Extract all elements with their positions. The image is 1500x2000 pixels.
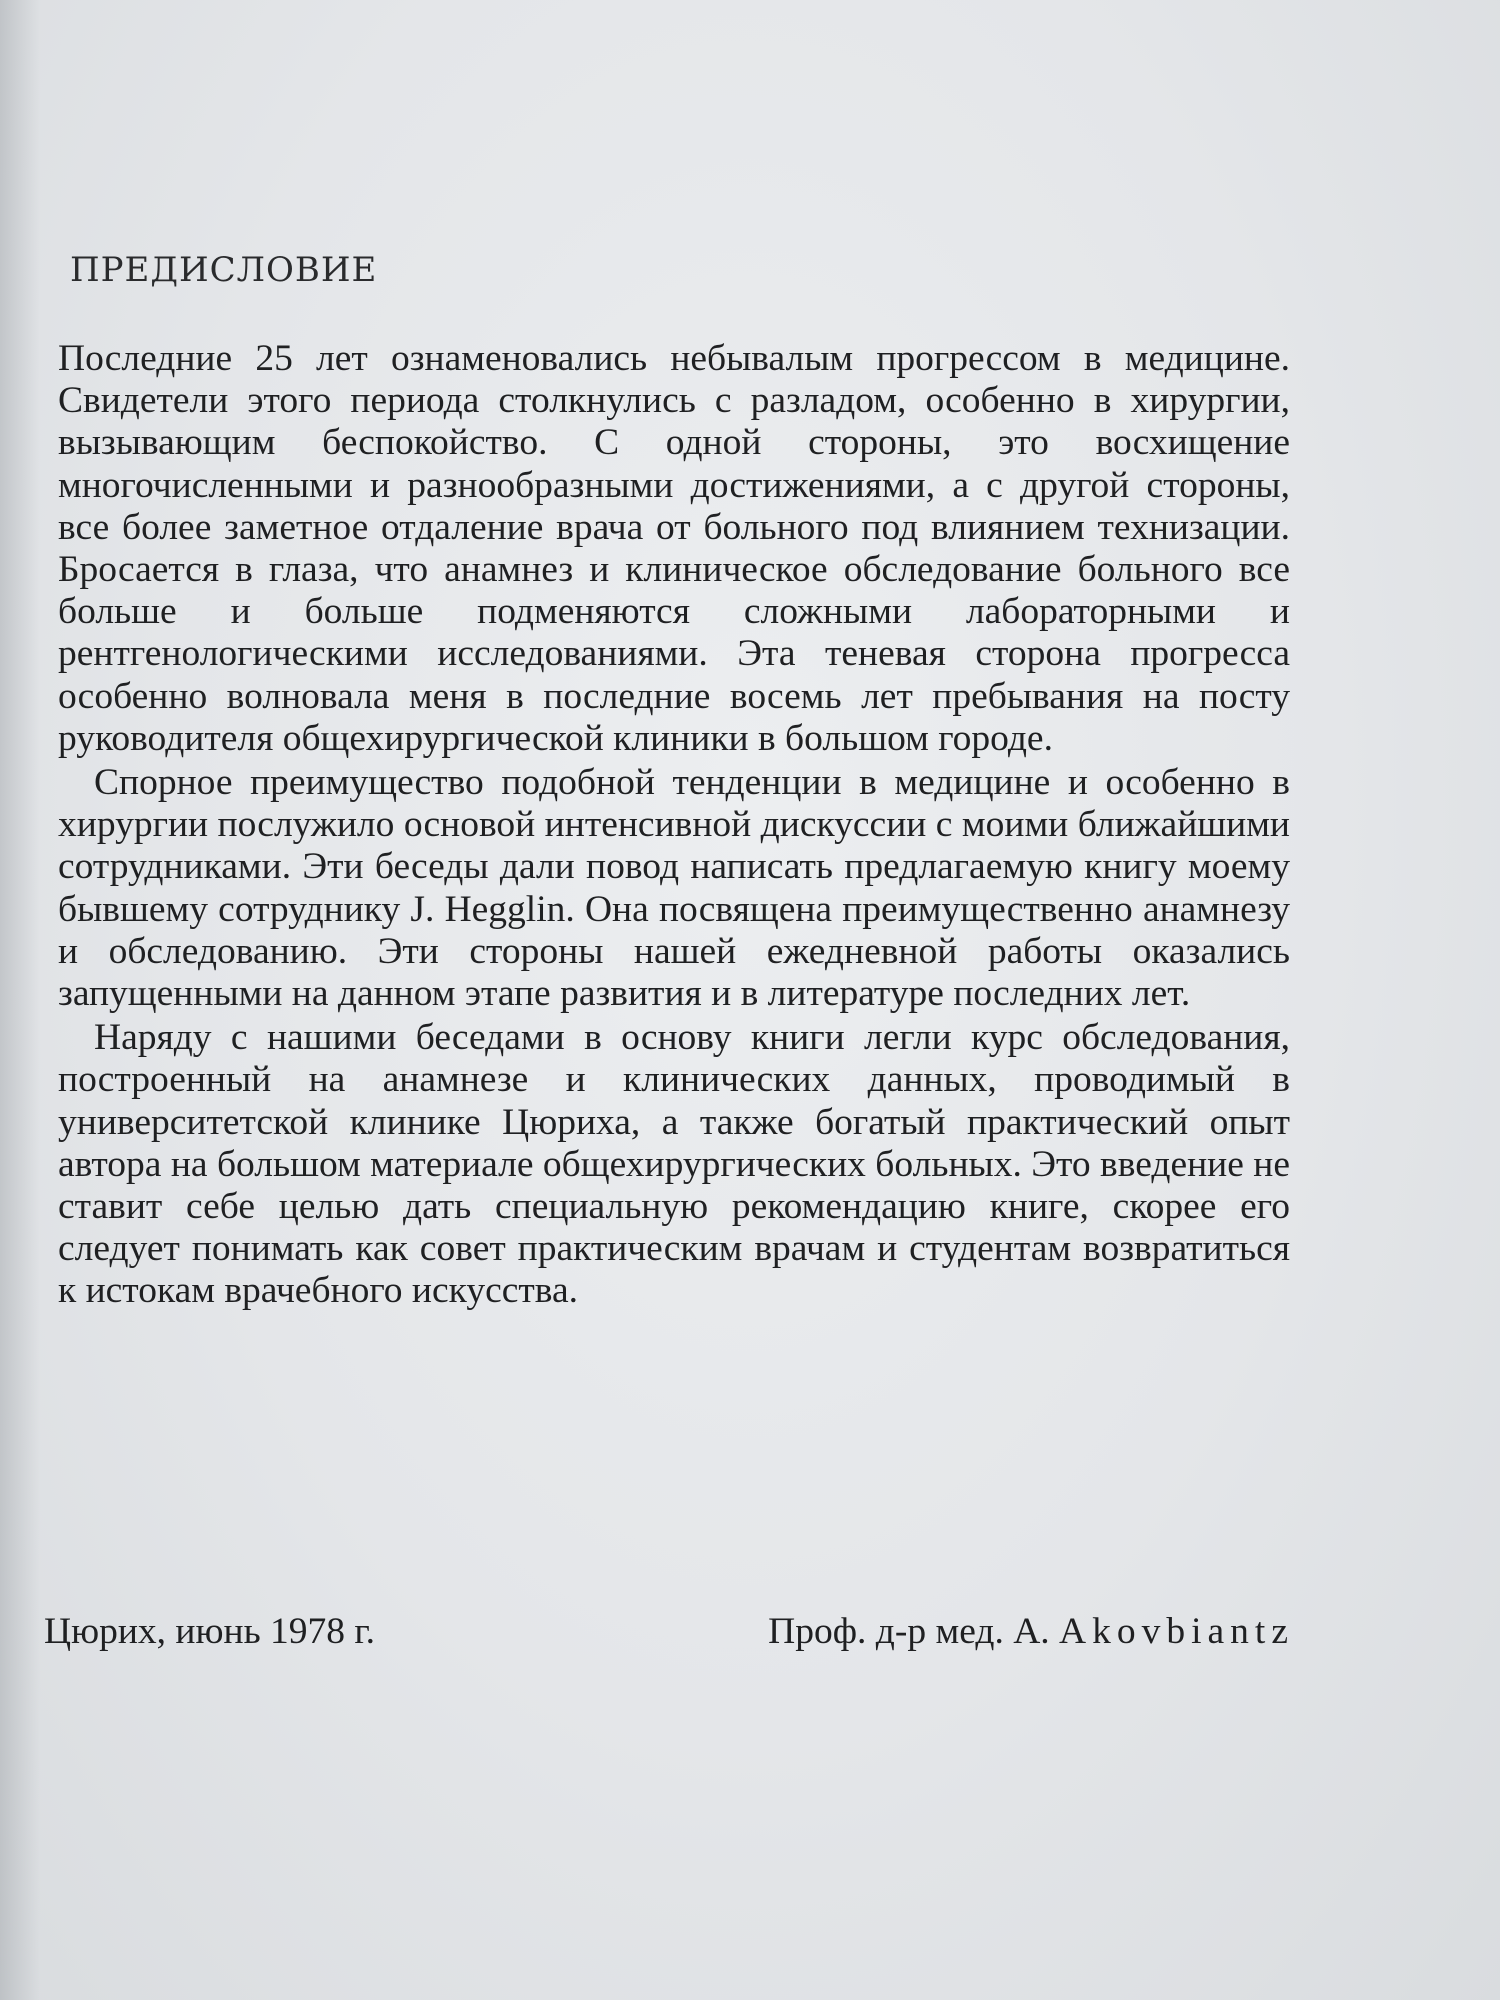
author-signature (768, 1610, 1294, 1653)
paragraph-3: Наряду с нашими беседами в основу книги легли курс обследования, построенный на анамнезе и клинических данных, проводимый в университетской клинике Цюриха, а также богатый практический опыт автора на большом материале общехирургических больных. Это введение не ставит себе целью дать специальную рекомендацию книге, скорее его следует понимать как совет практическим врачам и студентам возвратиться к истокам врачебного искусства. (58, 1017, 1290, 1312)
paragraph-1: Последние 25 лет ознаменовались небывалым прогрессом в медицине. Свидетели этого периода столкнулись с разладом, особенно в хирургии, вызывающим беспокойство. С одной стороны, это восхищение многочисленными и разнообразными достижениями, а с другой стороны, все более заметное отдаление врача от больного под влиянием технизации. Бросается в глаза, что анамнез и клиническое обследование больного все больше и больше подменяются сложными лабораторными и рентгенологическими исследованиями. Эта теневая сторона прогресса особенно волновала меня в последние восемь лет пребывания на посту руководителя общехирургической клиники в большом городе. (58, 338, 1290, 759)
page-title: ПРЕДИСЛОВИЕ (70, 250, 378, 290)
author-name: Akovbiantz (1059, 1611, 1294, 1652)
author-prefix: Проф. д-р мед. А. (768, 1611, 1050, 1652)
preface-body (58, 338, 1290, 1313)
place-date: Цюрих, июнь 1978 г. (44, 1611, 375, 1652)
paragraph-2: Спорное преимущество подобной тенденции в медицине и особенно в хирургии послужило основой интенсивной дискуссии с моими ближайшими сотрудниками. Эти беседы дали повод написать предлагаемую книгу моему бывшему сотруднику J. Hegglin. Она посвящена преимущественно анамнезу и обследованию. Эти стороны нашей ежедневной работы оказались запущенными на данном этапе развития и в литературе последних лет. (58, 762, 1290, 1015)
page-shadow (0, 0, 40, 2000)
